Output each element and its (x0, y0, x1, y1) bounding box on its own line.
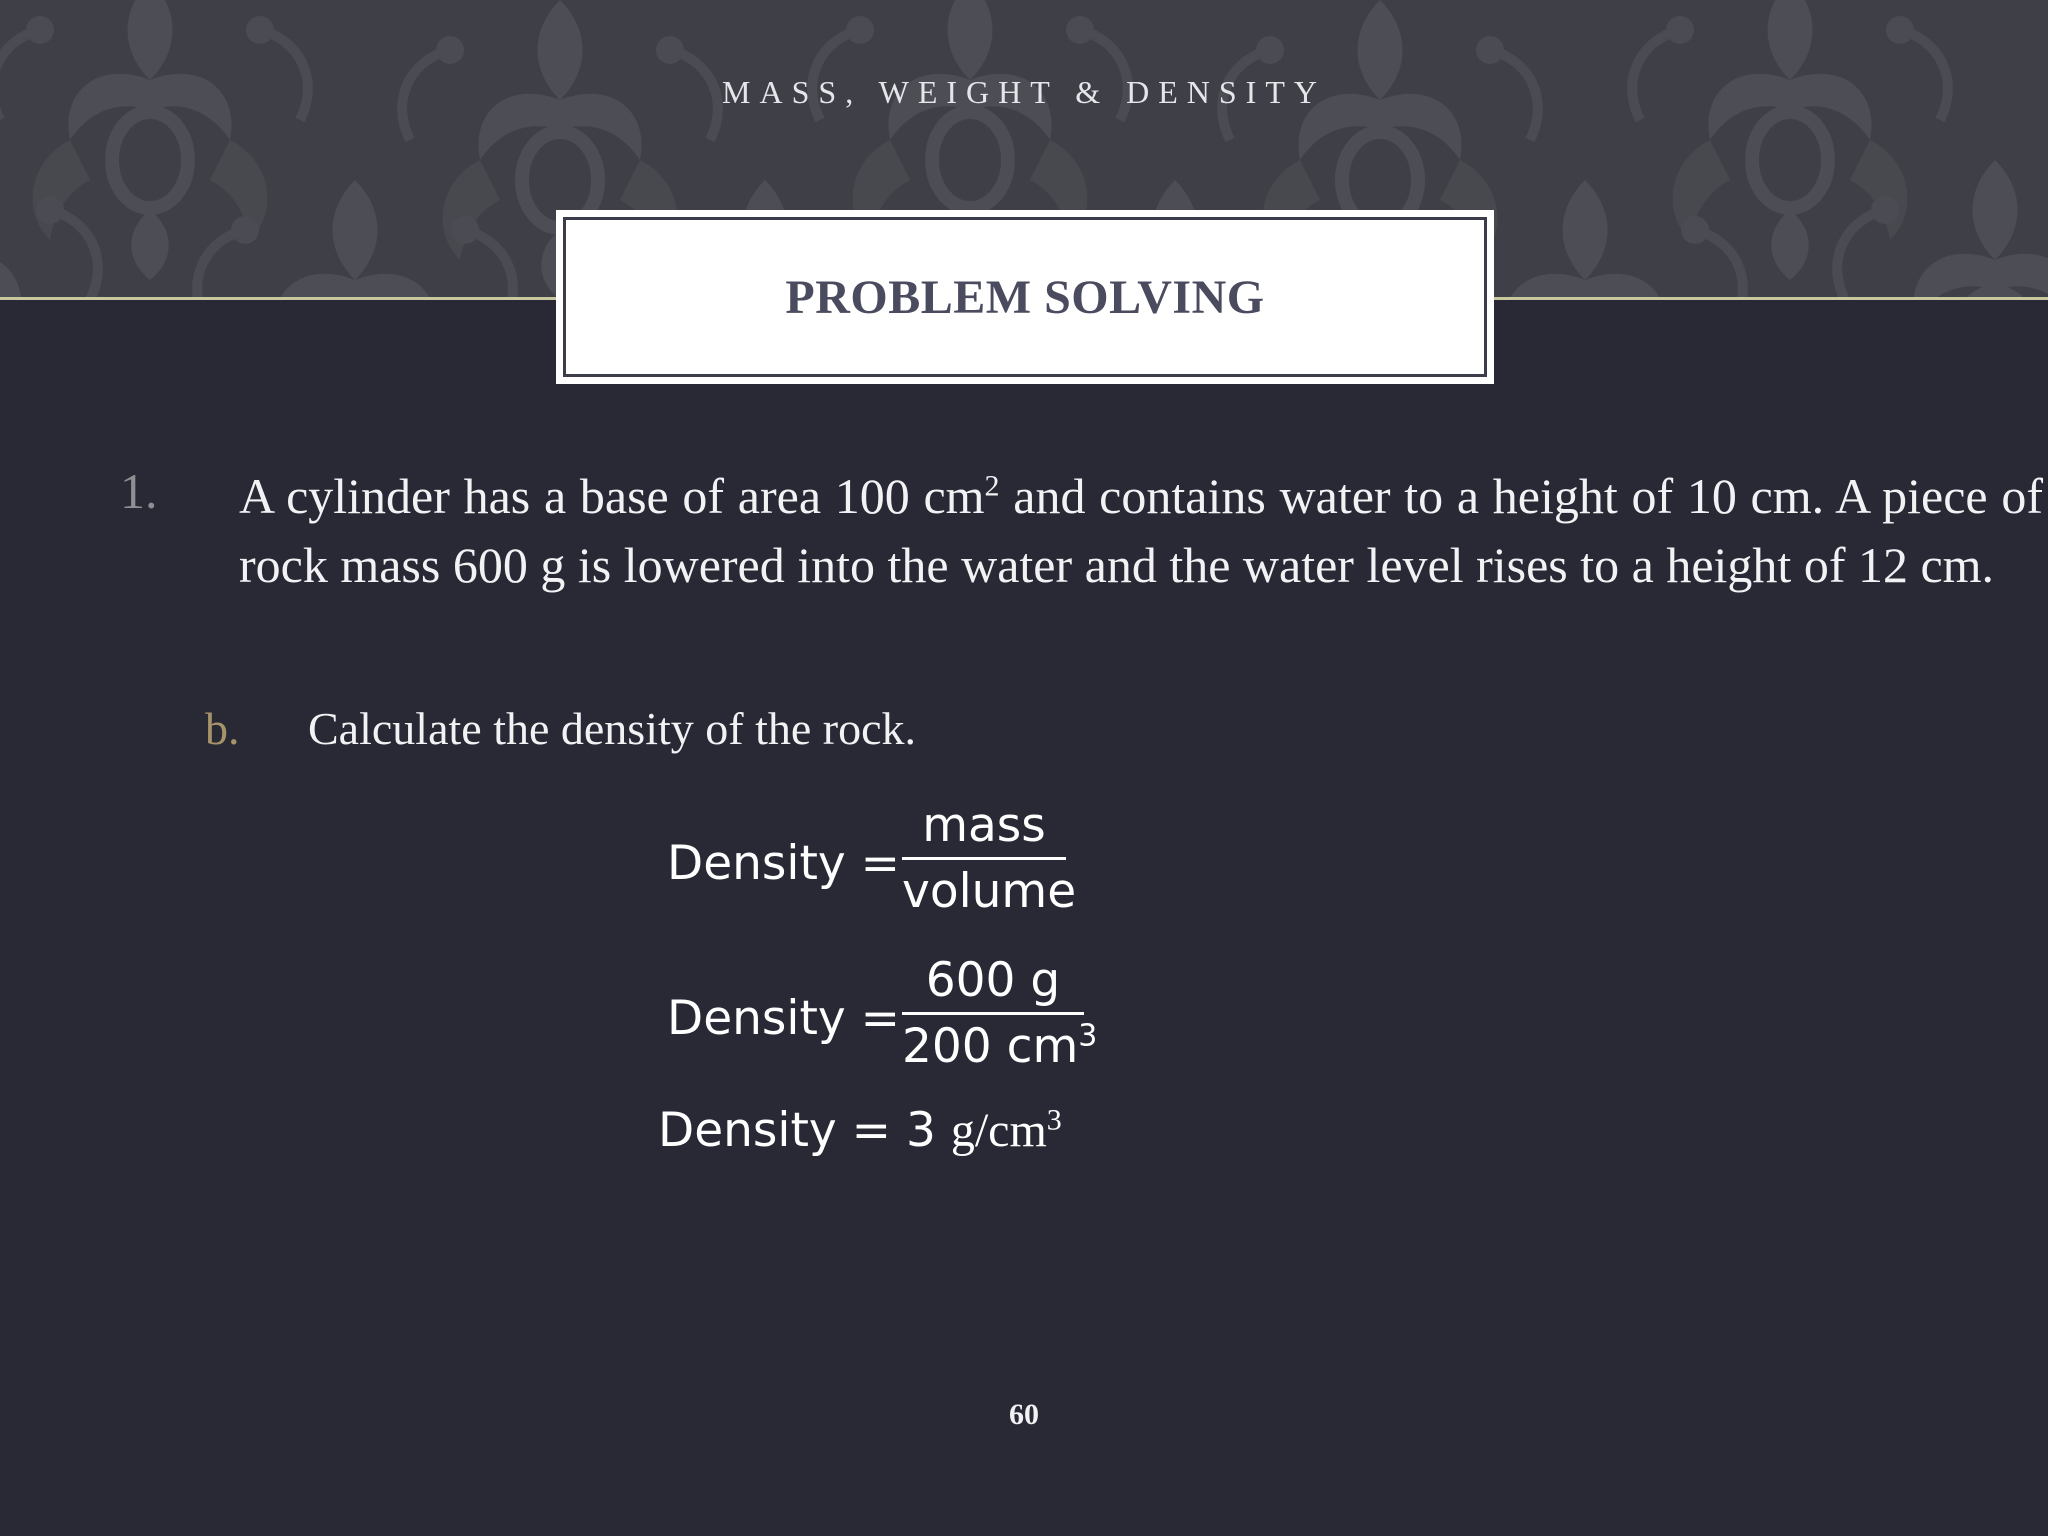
fraction-bar (902, 857, 1066, 860)
equation-2-lhs: Density = (667, 991, 901, 1046)
equation-2-denominator-superscript: 3 (1078, 1018, 1098, 1054)
sub-question-text: Calculate the density of the rock. (308, 703, 917, 754)
equation-3-unit: g/cm (950, 1104, 1047, 1157)
equation-1-lhs: Density = (667, 836, 901, 891)
problem-text-part2: and contains water to a height of 10 cm. A piece of rock mass 600 g is lowered into the water and the water level rises to a height of 12 cm. (239, 468, 2043, 593)
equation-3 (658, 1103, 1062, 1158)
equation-2-numerator: 600 g (925, 953, 1061, 1008)
slide-title: PROBLEM SOLVING (785, 270, 1265, 324)
equation-2-denominator-text: 200 cm (902, 1019, 1079, 1074)
equation-1-denominator: volume (902, 864, 1077, 919)
problem-text-part1: A cylinder has a base of area 100 cm (239, 468, 985, 524)
equation-1-fraction (902, 798, 1077, 919)
equation-3-lhs: Density = 3 (658, 1103, 936, 1158)
problem-number: 1. (120, 463, 158, 519)
sub-question-letter: b. (205, 703, 240, 754)
equation-2-fraction (902, 953, 1098, 1074)
equation-1-numerator: mass (922, 798, 1046, 853)
equation-2-denominator (902, 1018, 1098, 1074)
page-number: 60 (1009, 1398, 1039, 1431)
area-superscript: 2 (984, 469, 1000, 503)
fraction-bar (902, 1012, 1084, 1015)
equation-3-unit-superscript: 3 (1046, 1103, 1062, 1137)
deck-title: MASS, WEIGHT & DENSITY (722, 74, 1326, 110)
